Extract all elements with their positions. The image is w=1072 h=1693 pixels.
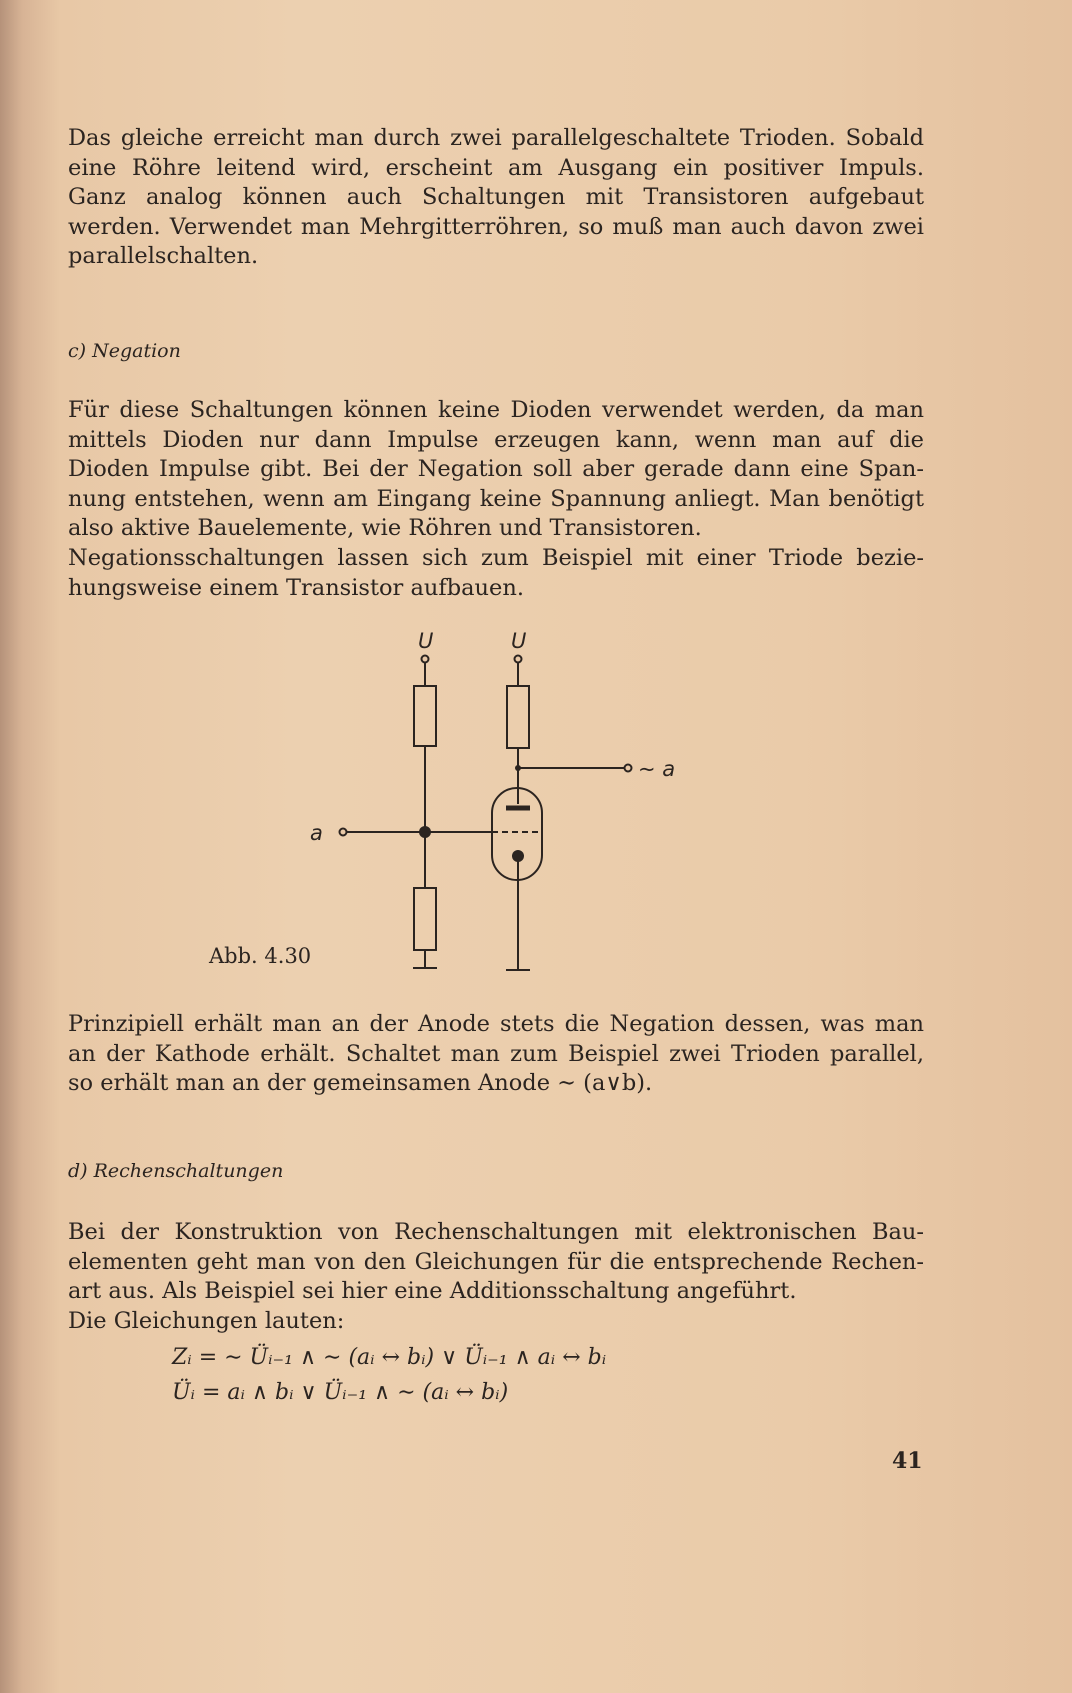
junction-dot <box>419 826 431 838</box>
text-line: Für diese Schaltungen können keine Dioden verwendet werden, da man <box>68 397 924 423</box>
junction-dot <box>515 765 521 771</box>
text-line: art aus. Als Beispiel sei hier eine Additionsschaltung angeführt. <box>68 1278 797 1305</box>
page-number: 41 <box>892 1448 923 1474</box>
text-line: elementen geht man von den Gleichungen für die entsprechende Rechen- <box>68 1248 924 1275</box>
section-heading-negation: c) Negation <box>68 340 181 362</box>
text-line: nung entstehen, wenn am Eingang keine Spannung anliegt. Man benötigt <box>68 485 924 512</box>
text-line: werden. Verwendet man Mehrgitterröhren, so muß man auch davon zwei <box>68 213 924 240</box>
paragraph-5 <box>68 1218 924 1336</box>
equation-sum: Zᵢ = ∼ Üᵢ₋₁ ∧ ∼ (aᵢ ↔ bᵢ) ∨ Üᵢ₋₁ ∧ aᵢ ↔ bᵢ <box>172 1345 607 1370</box>
cathode-dot <box>512 850 524 862</box>
text-line: also aktive Bauelemente, wie Röhren und Transistoren. <box>68 515 702 542</box>
text-line: Prinzipiell erhält man an der Anode stets die Negation dessen, was man <box>68 1011 924 1037</box>
equation-carry: Üᵢ = aᵢ ∧ bᵢ ∨ Üᵢ₋₁ ∧ ∼ (aᵢ ↔ bᵢ) <box>172 1380 509 1405</box>
text-line: parallelschalten. <box>68 243 259 270</box>
label-u-right: U <box>511 629 527 653</box>
paragraph-4 <box>68 1010 924 1099</box>
label-output-not-a: ∼ a <box>638 757 676 781</box>
text-line: Dioden Impulse gibt. Bei der Negation soll aber gerade dann eine Span- <box>68 456 924 483</box>
text-line: Bei der Konstruktion von Rechenschaltungen mit elektronischen Bau- <box>68 1219 924 1245</box>
text-line: hungsweise einem Transistor aufbauen. <box>68 574 524 601</box>
text-line: eine Röhre leitend wird, erscheint am Ausgang ein positiver Impuls. <box>68 154 924 181</box>
text-line: an der Kathode erhält. Schaltet man zum Beispiel zwei Trioden parallel, <box>68 1040 924 1067</box>
text-line: Das gleiche erreicht man durch zwei parallelgeschaltete Trioden. Sobald <box>68 125 924 151</box>
text-line: Die Gleichungen lauten: <box>68 1307 345 1334</box>
label-input-a: a <box>310 821 323 845</box>
text-line: Negationsschaltungen lassen sich zum Beispiel mit einer Triode bezie- <box>68 545 924 571</box>
text-line: so erhält man an der gemeinsamen Anode ∼ (a∨b). <box>68 1070 653 1097</box>
label-u-left: U <box>418 629 434 653</box>
text-line: Ganz analog können auch Schaltungen mit Transistoren aufgebaut <box>68 184 924 211</box>
text-line: mittels Dioden nur dann Impulse erzeugen kann, wenn man auf die <box>68 426 924 453</box>
section-heading-rechenschaltungen: d) Rechenschaltungen <box>68 1160 284 1182</box>
figure-caption: Abb. 4.30 <box>209 944 312 968</box>
